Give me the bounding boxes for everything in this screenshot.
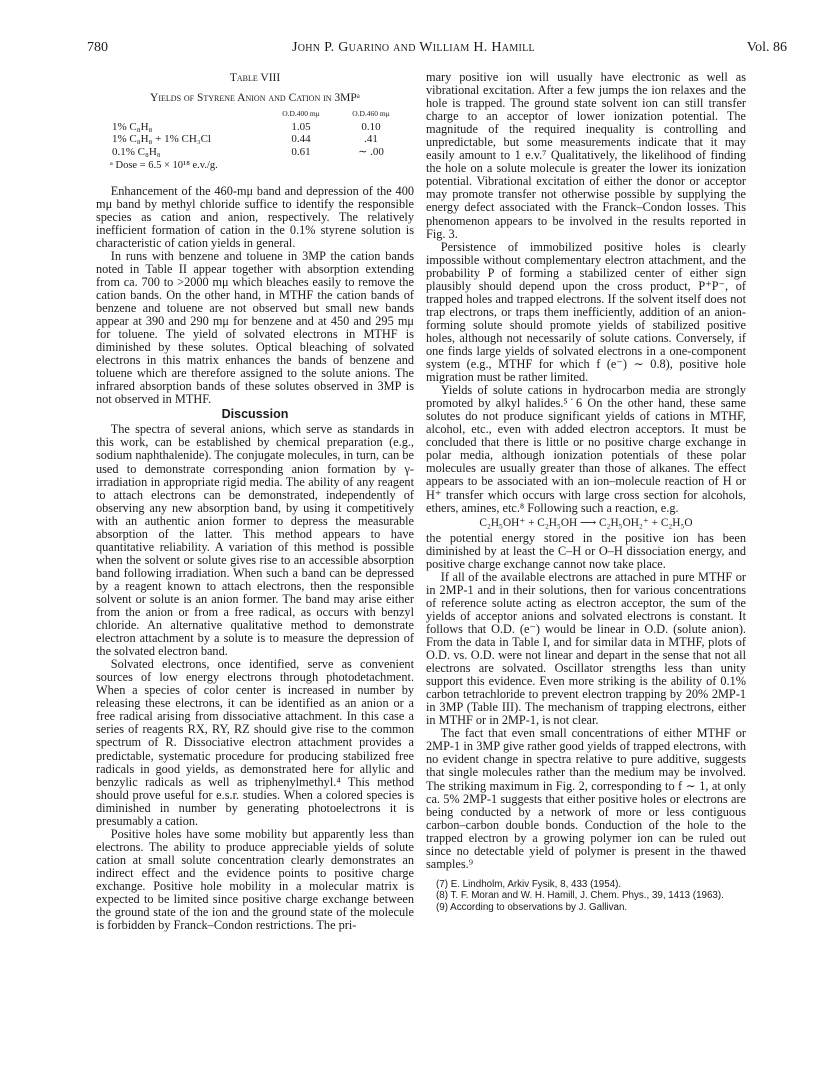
cell-od400: 0.61 [291,145,311,158]
paragraph: Positive holes have some mobility but apparently less than electrons. The ability to produce appreciable yields of solute cation at small solute concentration clearly demonstrates an indirect effect and the evidence points to positive charge exchange. Positive hole mobility in a molecular matrix is expected to be limited since positive charge exchange between the ground state of the ion and the ground state of the molecule is forbidden by Franck–Condon restrictions. The pri- [96,826,414,933]
right-column [426,71,746,914]
cell-od460: ∼ .00 [358,145,384,158]
reference-item: (9) According to observations by J. Gallivan. [436,902,628,914]
paragraph: Solvated electrons, once identified, serve as convenient sources of low energy electrons through photodetachment. When a species of color center is increased in number by releasing these electrons, it can be identified as an anion or a free radical arising from dissociative attachment. In this case a series of reagents RX, RY, RZ should give rise to the common spectrum of R. Dissociative electron attachment provides a predictable, systematic procedure for producing stabilized free radicals in good yields, as demonstrated here for allylic and benzylic radicals as well as triphenylmethyl.⁴ This method should prove useful for e.s.r. studies. When a colored species is diminished in number by generating photoelectrons it is presumably a cation. [96,657,414,828]
table-caption: Yields of Styrene Anion and Cation in 3MPᵃ [150,92,360,105]
row-label: 1% C₈H₈ [112,120,153,133]
cell-od460: .41 [364,133,378,146]
table-title: Table VIII [229,72,281,84]
table-row [108,121,406,134]
references [426,879,746,914]
col-header-400: O.D.400 mμ [282,109,320,119]
table-corner [108,108,266,121]
paragraph: If all of the available electrons are attached in pure MTHF or in 2MP-1 and in their solutions, then for various concentrations of reference solute acting as electron acceptor, the sum of the yields of acceptor anions and solvated electrons is constant. It follows that O.D. (e⁻) would be linear in O.D. (solute anion). From the data in Table I, and for similar data in MTHF, plots of O.D. vs. O.D. were not linear and depart in the sense that not all electrons are solvated. Oscillator strengths less than unity support this evidence. Even more striking is the ability of 0.1% carbon tetrachloride to prevent electron trapping by 20% 2MP-1 in 3MP (Table III). The mechanism of trapping electrons, either in MTHF or in 2MP-1, is not clear. [426,569,746,728]
table-header-row [108,108,406,121]
table-footnote: ᵃ Dose = 6.5 × 10¹⁸ e.v./g. [110,160,218,172]
reference-item: (7) E. Lindholm, Arkiv Fysik, 8, 433 (1954). [436,878,622,890]
cell-od400: 0.44 [291,133,311,146]
page-number: 780 [87,40,108,55]
table-row [108,133,406,146]
cell-od400: 1.05 [291,120,311,133]
paragraph: In runs with benzene and toluene in 3MP the cation bands noted in Table II appear together with absorption extending from ca. 700 to >2000 mμ which bleaches easily to remove the cation bands. On the other hand, in MTHF the cation bands of benzene and toluene are not observed but small new bands appear at 390 and 290 mμ for benzene and at 450 and 295 mμ for toluene. The yield of solvated electrons in MTHF is diminished by these solutes. Optical bleaching of solvated electrons in this matrix enhances the bands of benzene and toluene which are therefore assigned to the solute anions. The infrared absorption bands of these solutes observed in 3MP is not observed in MTHF. [96,248,414,407]
paragraph: Persistence of immobilized positive holes is clearly impossible without complementary electron attachment, and the probability P of forming a stabilized center of either sign plausibly should depend upon the cross product, P⁺P⁻, of trapped holes and trapped electrons. If the solvent itself does not trap electrons, or traps them inefficiently, addition of an anion-forming solute should promote yields of stabilized positive holes, although not necessarily of solute cations. Conversely, if one finds large yields of solvated electrons in a one-component system (e.g., MTHF for which f (e⁻) ∼ 0.8), positive hole migration must be rather limited. [426,239,746,385]
paragraph: The fact that even small concentrations of either MTHF or 2MP-1 in 3MP give rather good yields of trapped electrons, with no evident change in spectra relative to pure additive, suggests that single molecules rather than the medium may be involved. The striking maximum in Fig. 2, corresponding to f ∼ 1, at only ca. 5% 2MP-1 suggests that either positive holes or electrons are being conducted by a network of more or less contiguous carbon–carbon double bonds. Conduction of the hole to the trapped electron by a growing polymer ion can be ruled out since no detectable yield of polymer is present in the thawed samples.⁹ [426,726,746,871]
cell-od460: 0.10 [361,120,381,133]
paragraph: mary positive ion will usually have electronic as well as vibrational excitation. After a few jumps the ion relaxes and the hole is trapped. The ground state solvent ion can still transfer charge to an acceptor of lower ionization potential. The magnitude of the required inequality is controlling and unpredictable, but some measurements indicate that it may easily amount to 1 e.v.⁷ Qualitatively, the likelihood of finding the hole on a solute molecule is greater the lower its ionization potential. Vibrational excitation of either the donor or acceptor may promote transfer not otherwise possible by supplying the energy defect associated with the Franck–Condon losses. This phenomenon appears to be involved in the results reported in Fig. 3. [426,70,746,241]
section-heading: Discussion [221,407,289,422]
paragraph: Yields of solute cations in hydrocarbon media are strongly promoted by alkyl halides.⁵˙6 On the other hand, these same solutes do not produce significant yields of cations in MTHF, alcohol, etc., even with added electron acceptors. It must be concluded that there is little or no positive charge exchange in polar media, although ionization potentials of these polar molecules are usually greater than those of alkanes. The effect appears to be associated with an ion–molecule reaction of H or H⁺ transfer which occurs with large cross section for alcohols, ethers, amines, etc.⁸ Following such a reaction, e.g. [426,383,746,515]
table-row [108,146,406,159]
running-head-authors: John P. Guarino and William H. Hamill [292,40,535,55]
chemical-equation: C₂H₅OH⁺ + C₂H₅OH ⟶ C₂H₅OH₂⁺ + C₂H₅O [479,516,693,529]
row-label: 0.1% C₈H₈ [112,145,161,158]
paragraph: Enhancement of the 460-mμ band and depression of the 400 mμ band by methyl chloride suffice to identify the responsible species as cation and anion, respectively. The relatively inefficient formation of cation in the 0.1% styrene solution is characteristic of cation yields in general. [96,183,414,250]
data-table [108,108,406,158]
row-label: 1% C₈H₈ + 1% CH₃Cl [112,133,211,146]
reference-item: (8) T. F. Moran and W. H. Hamill, J. Chem. Phys., 39, 1413 (1963). [436,890,724,902]
paragraph: The spectra of several anions, which serve as standards in this work, can be established by chemical preparation (e.g., sodium naphthalenide). The conjugate molecules, in turn, can be used to demonstrate corresponding anion formation by γ-irradiation in appropriate rigid media. The ability of any reagent to attach electrons can be demonstrated, independently of observing any new absorption band, by using it competitively with an authentic anion former to depress the measurable absorption of the latter. This method appears to have quantitative reliability. A variation of this method is possible when the solvent or solute gives rise to an accessible absorption band following irradiation. When such a band can be depressed by a reagent known to attach electrons, then the responsible solvent or solute is an anion former. The band may arise either from the anion or from a free radical, as occurs with benzyl chloride. An alternative qualitative method to demonstrate electron attachment by a solute is to measure the depression of the solvated electron band. [96,422,414,659]
paragraph: the potential energy stored in the positive ion has been diminished by at least the C–H or O–H dissociation energy, and positive charge exchange cannot now take place. [426,530,746,571]
volume-label: Vol. 86 [746,40,787,55]
left-column [96,71,414,932]
col-header-460: O.D.460 mμ [352,109,390,119]
